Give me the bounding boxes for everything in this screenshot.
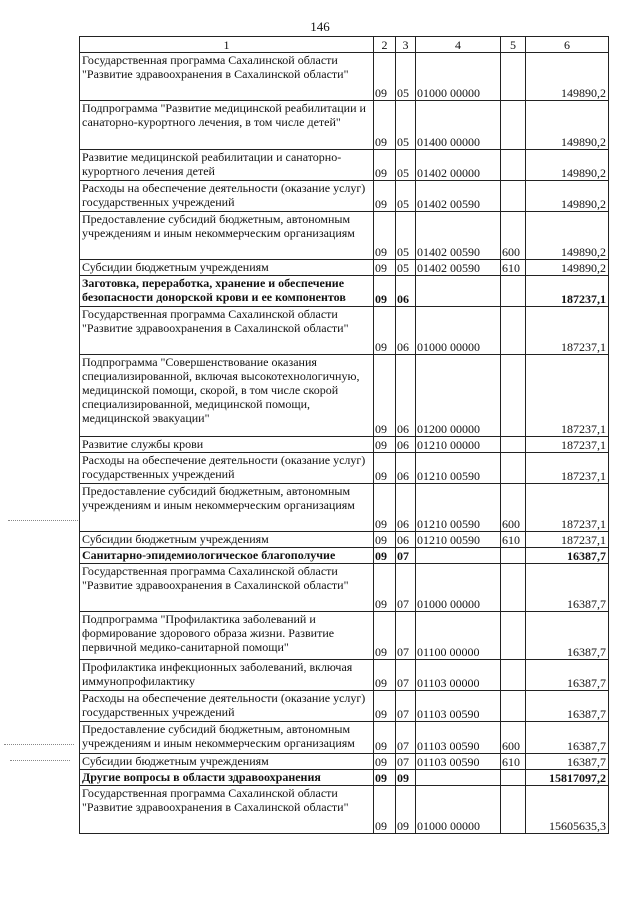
expense-type-code — [501, 770, 526, 786]
row-name: Заготовка, переработка, хранение и обеспечение безопасности донорской крови и ее компонентов — [80, 276, 374, 307]
section-code: 09 — [374, 212, 396, 260]
expense-type-code: 610 — [501, 532, 526, 548]
amount: 187237,1 — [526, 307, 609, 355]
subsection-code: 07 — [396, 722, 416, 754]
row-name: Развитие службы крови — [80, 437, 374, 453]
expense-type-code: 610 — [501, 260, 526, 276]
section-code: 09 — [374, 260, 396, 276]
table-row — [80, 754, 609, 770]
target-article-code: 01103 00000 — [416, 660, 501, 691]
expense-type-code: 610 — [501, 754, 526, 770]
expense-type-code — [501, 101, 526, 150]
expense-type-code — [501, 307, 526, 355]
table-row — [80, 722, 609, 754]
amount: 187237,1 — [526, 276, 609, 307]
subsection-code: 05 — [396, 101, 416, 150]
section-code: 09 — [374, 691, 396, 722]
row-name: Государственная программа Сахалинской области "Развитие здравоохранения в Сахалинской области" — [80, 786, 374, 834]
amount: 187237,1 — [526, 484, 609, 532]
column-header: 1 — [80, 37, 374, 53]
subsection-code: 06 — [396, 355, 416, 437]
section-code: 09 — [374, 754, 396, 770]
table-header-row — [80, 37, 609, 53]
table-row — [80, 307, 609, 355]
target-article-code: 01000 00000 — [416, 786, 501, 834]
amount: 149890,2 — [526, 212, 609, 260]
target-article-code: 01103 00590 — [416, 754, 501, 770]
target-article-code: 01000 00000 — [416, 307, 501, 355]
target-article-code: 01103 00590 — [416, 722, 501, 754]
section-code: 09 — [374, 532, 396, 548]
row-name: Санитарно-эпидемиологическое благополучие — [80, 548, 374, 564]
amount: 16387,7 — [526, 754, 609, 770]
section-code: 09 — [374, 722, 396, 754]
section-code: 09 — [374, 612, 396, 660]
scan-artifact — [4, 744, 74, 745]
table-row — [80, 276, 609, 307]
expense-type-code — [501, 660, 526, 691]
expense-type-code — [501, 276, 526, 307]
subsection-code: 07 — [396, 564, 416, 612]
amount: 149890,2 — [526, 53, 609, 101]
amount: 16387,7 — [526, 660, 609, 691]
table-row — [80, 548, 609, 564]
column-header: 5 — [501, 37, 526, 53]
column-header: 3 — [396, 37, 416, 53]
section-code: 09 — [374, 786, 396, 834]
section-code: 09 — [374, 101, 396, 150]
table-row — [80, 691, 609, 722]
subsection-code: 05 — [396, 260, 416, 276]
target-article-code: 01210 00590 — [416, 484, 501, 532]
amount: 16387,7 — [526, 564, 609, 612]
column-header: 2 — [374, 37, 396, 53]
row-name: Подпрограмма "Развитие медицинской реабилитации и санаторно-курортного лечения, в том числе детей" — [80, 101, 374, 150]
table-row — [80, 660, 609, 691]
target-article-code: 01402 00590 — [416, 212, 501, 260]
subsection-code: 09 — [396, 770, 416, 786]
expense-type-code — [501, 181, 526, 212]
amount: 16387,7 — [526, 548, 609, 564]
target-article-code: 01000 00000 — [416, 564, 501, 612]
subsection-code: 05 — [396, 181, 416, 212]
section-code: 09 — [374, 453, 396, 484]
expense-type-code — [501, 150, 526, 181]
target-article-code: 01210 00590 — [416, 453, 501, 484]
expense-type-code — [501, 548, 526, 564]
budget-table — [79, 36, 609, 834]
expense-type-code — [501, 612, 526, 660]
row-name: Предоставление субсидий бюджетным, автономным учреждениям и иным некоммерческим организациям — [80, 722, 374, 754]
table-row — [80, 355, 609, 437]
row-name: Расходы на обеспечение деятельности (оказание услуг) государственных учреждений — [80, 181, 374, 212]
table-row — [80, 150, 609, 181]
subsection-code: 07 — [396, 548, 416, 564]
subsection-code: 07 — [396, 754, 416, 770]
scan-artifact — [8, 520, 78, 521]
expense-type-code — [501, 53, 526, 101]
table-row — [80, 564, 609, 612]
subsection-code: 05 — [396, 150, 416, 181]
expense-type-code — [501, 355, 526, 437]
section-code: 09 — [374, 355, 396, 437]
target-article-code — [416, 548, 501, 564]
row-name: Субсидии бюджетным учреждениям — [80, 532, 374, 548]
scan-artifact — [10, 760, 70, 761]
table-row — [80, 53, 609, 101]
target-article-code: 01402 00590 — [416, 181, 501, 212]
subsection-code: 07 — [396, 691, 416, 722]
section-code: 09 — [374, 307, 396, 355]
expense-type-code: 600 — [501, 722, 526, 754]
amount: 16387,7 — [526, 722, 609, 754]
row-name: Другие вопросы в области здравоохранения — [80, 770, 374, 786]
subsection-code: 06 — [396, 484, 416, 532]
row-name: Расходы на обеспечение деятельности (оказание услуг) государственных учреждений — [80, 453, 374, 484]
section-code: 09 — [374, 660, 396, 691]
section-code: 09 — [374, 53, 396, 101]
table-row — [80, 786, 609, 834]
row-name: Субсидии бюджетным учреждениям — [80, 754, 374, 770]
subsection-code: 09 — [396, 786, 416, 834]
target-article-code — [416, 770, 501, 786]
row-name: Развитие медицинской реабилитации и санаторно-курортного лечения детей — [80, 150, 374, 181]
expense-type-code — [501, 437, 526, 453]
row-name: Государственная программа Сахалинской области "Развитие здравоохранения в Сахалинской области" — [80, 564, 374, 612]
section-code: 09 — [374, 548, 396, 564]
table-row — [80, 453, 609, 484]
target-article-code — [416, 276, 501, 307]
target-article-code: 01200 00000 — [416, 355, 501, 437]
amount: 149890,2 — [526, 181, 609, 212]
section-code: 09 — [374, 564, 396, 612]
table-row — [80, 260, 609, 276]
amount: 15817097,2 — [526, 770, 609, 786]
section-code: 09 — [374, 150, 396, 181]
amount: 16387,7 — [526, 691, 609, 722]
amount: 187237,1 — [526, 437, 609, 453]
row-name: Подпрограмма "Совершенствование оказания специализированной, включая высокотехнологичную, медицинской помощи, скорой, в том числе скорой специализированной, медицинской помощи, медицинской эвакуации" — [80, 355, 374, 437]
row-name: Государственная программа Сахалинской области "Развитие здравоохранения в Сахалинской области" — [80, 53, 374, 101]
page-number: 146 — [310, 19, 330, 34]
table-row — [80, 101, 609, 150]
target-article-code: 01402 00590 — [416, 260, 501, 276]
expense-type-code — [501, 564, 526, 612]
table-row — [80, 770, 609, 786]
row-name: Предоставление субсидий бюджетным, автономным учреждениям и иным некоммерческим организациям — [80, 484, 374, 532]
subsection-code: 07 — [396, 612, 416, 660]
amount: 15605635,3 — [526, 786, 609, 834]
target-article-code: 01210 00000 — [416, 437, 501, 453]
amount: 187237,1 — [526, 532, 609, 548]
table-row — [80, 484, 609, 532]
expense-type-code — [501, 453, 526, 484]
column-header: 6 — [526, 37, 609, 53]
row-name: Государственная программа Сахалинской области "Развитие здравоохранения в Сахалинской области" — [80, 307, 374, 355]
target-article-code: 01000 00000 — [416, 53, 501, 101]
target-article-code: 01400 00000 — [416, 101, 501, 150]
amount: 16387,7 — [526, 612, 609, 660]
row-name: Субсидии бюджетным учреждениям — [80, 260, 374, 276]
row-name: Профилактика инфекционных заболеваний, включая иммунопрофилактику — [80, 660, 374, 691]
table-row — [80, 437, 609, 453]
expense-type-code — [501, 786, 526, 834]
amount: 187237,1 — [526, 453, 609, 484]
amount: 149890,2 — [526, 150, 609, 181]
amount: 187237,1 — [526, 355, 609, 437]
subsection-code: 05 — [396, 212, 416, 260]
target-article-code: 01100 00000 — [416, 612, 501, 660]
subsection-code: 07 — [396, 660, 416, 691]
amount: 149890,2 — [526, 260, 609, 276]
section-code: 09 — [374, 437, 396, 453]
column-header: 4 — [416, 37, 501, 53]
subsection-code: 05 — [396, 53, 416, 101]
section-code: 09 — [374, 276, 396, 307]
table-row — [80, 532, 609, 548]
section-code: 09 — [374, 770, 396, 786]
target-article-code: 01103 00590 — [416, 691, 501, 722]
expense-type-code: 600 — [501, 484, 526, 532]
amount: 149890,2 — [526, 101, 609, 150]
target-article-code: 01402 00000 — [416, 150, 501, 181]
subsection-code: 06 — [396, 276, 416, 307]
subsection-code: 06 — [396, 453, 416, 484]
expense-type-code — [501, 691, 526, 722]
expense-type-code: 600 — [501, 212, 526, 260]
row-name: Подпрограмма "Профилактика заболеваний и формирование здорового образа жизни. Развитие первичной медико-санитарной помощи" — [80, 612, 374, 660]
subsection-code: 06 — [396, 437, 416, 453]
target-article-code: 01210 00590 — [416, 532, 501, 548]
row-name: Предоставление субсидий бюджетным, автономным учреждениям и иным некоммерческим организациям — [80, 212, 374, 260]
table-row — [80, 612, 609, 660]
section-code: 09 — [374, 484, 396, 532]
table-row — [80, 212, 609, 260]
subsection-code: 06 — [396, 532, 416, 548]
subsection-code: 06 — [396, 307, 416, 355]
table-row — [80, 181, 609, 212]
row-name: Расходы на обеспечение деятельности (оказание услуг) государственных учреждений — [80, 691, 374, 722]
section-code: 09 — [374, 181, 396, 212]
